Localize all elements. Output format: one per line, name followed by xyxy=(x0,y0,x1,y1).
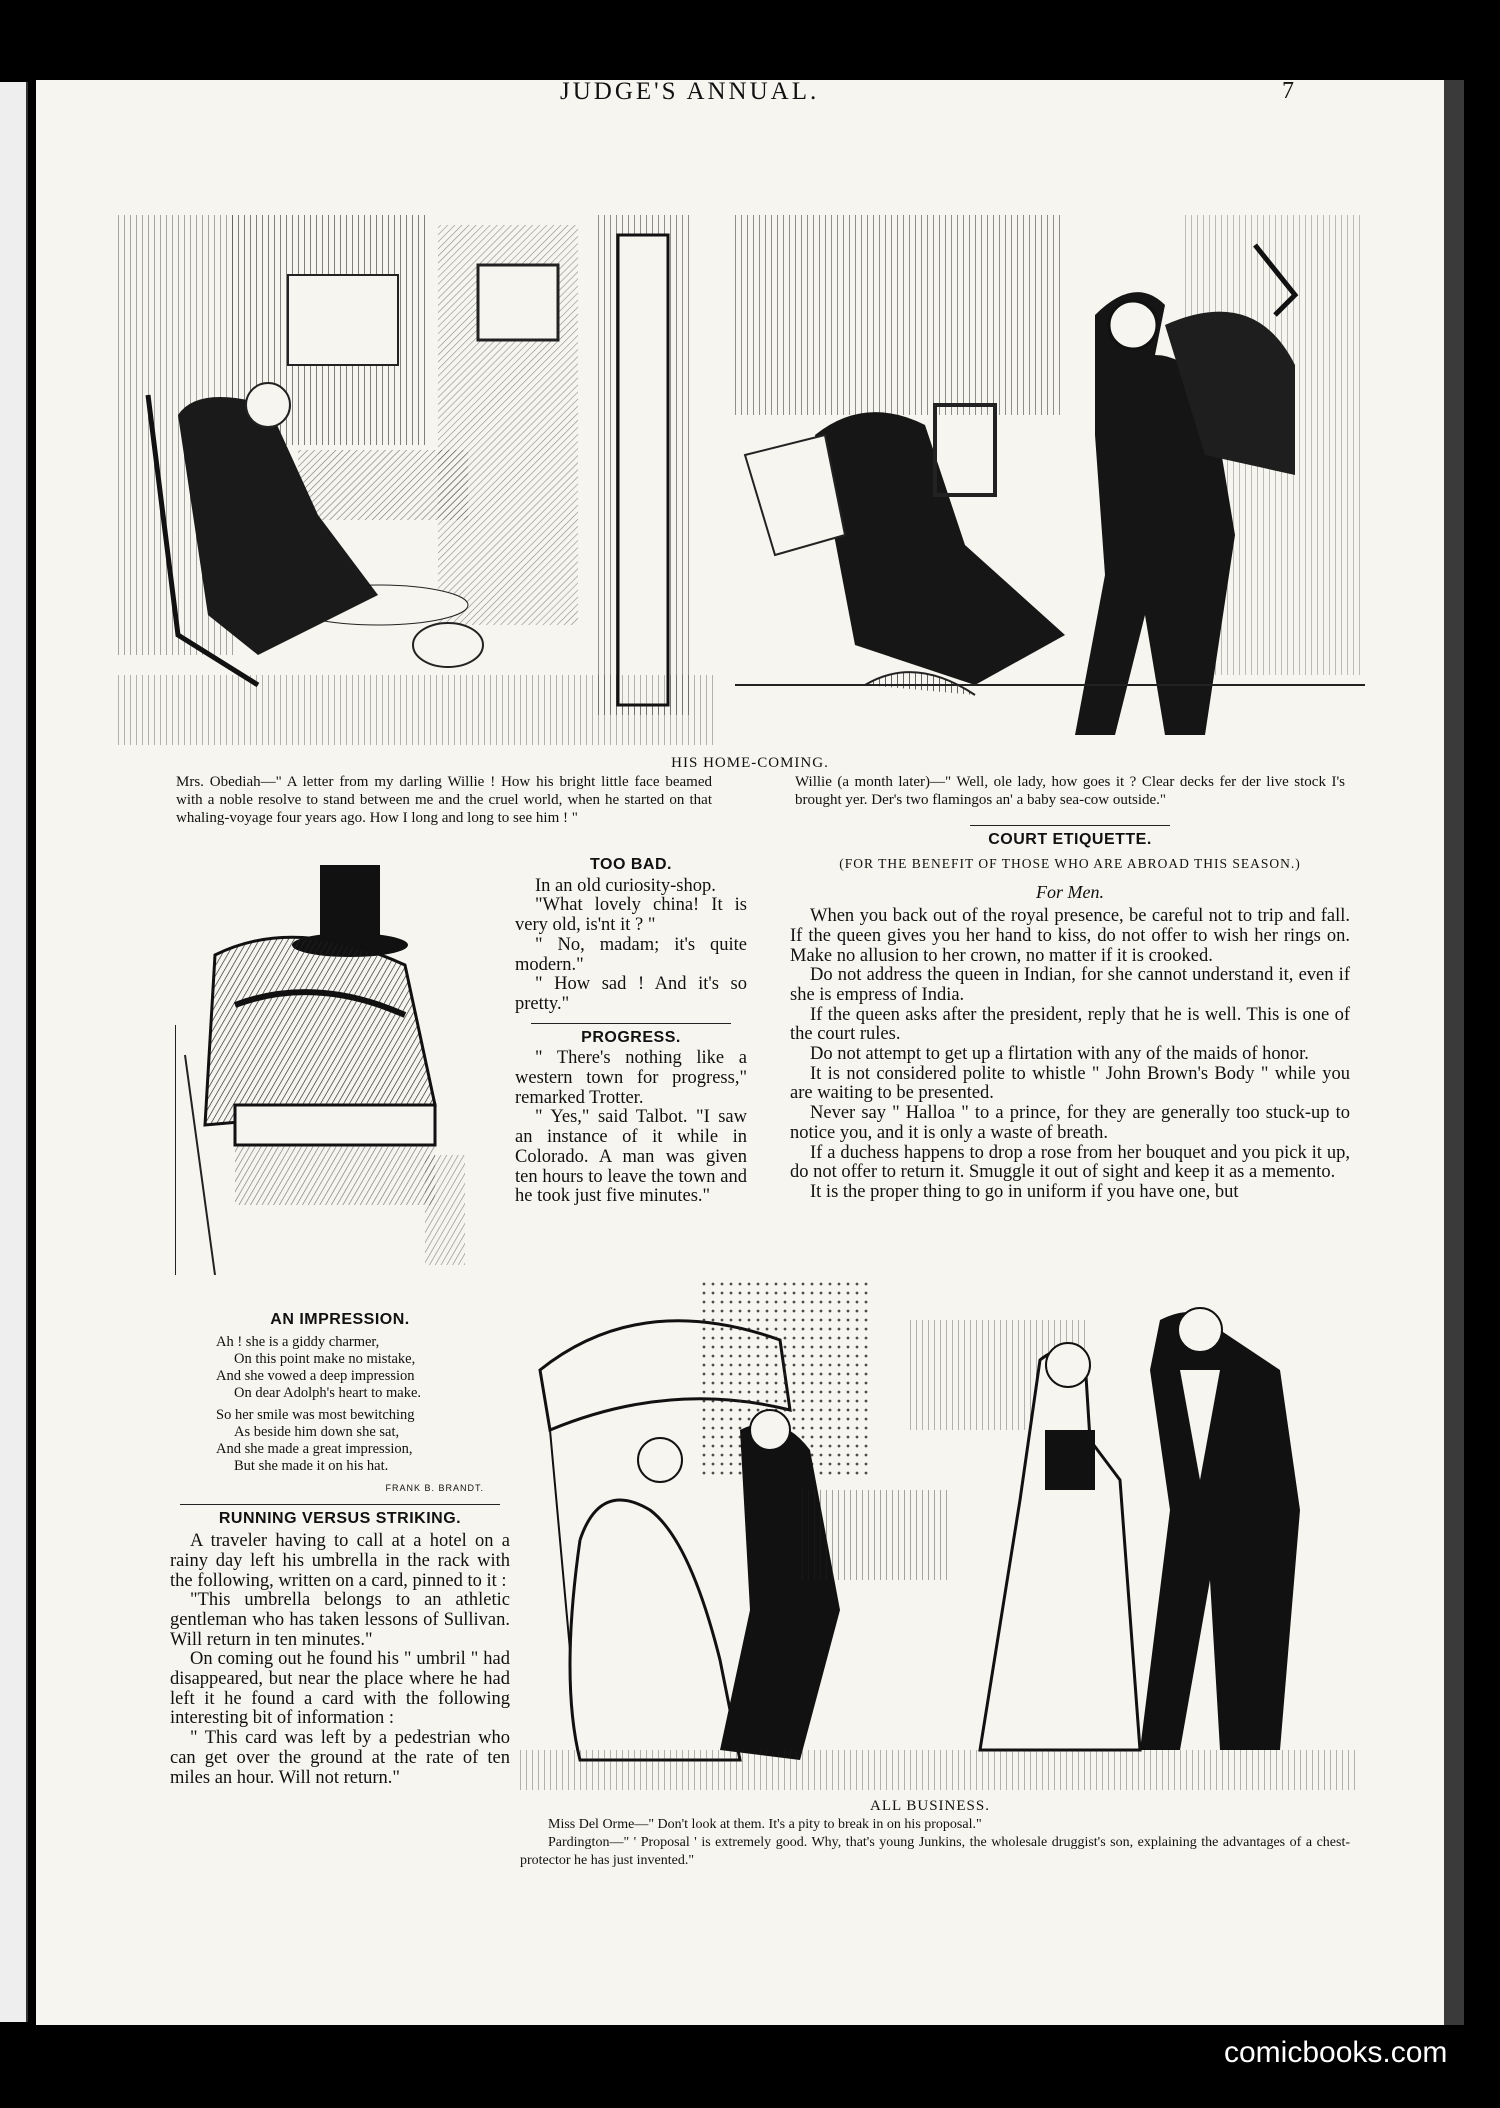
homecoming-caption-left: Mrs. Obediah—" A letter from my darling Willie ! How his bright little face beamed with a noble resolve to stand between me and the cruel world, when he started on that whaling-voyage four years ago. How I long and long to see him ! " xyxy=(176,774,712,826)
court-paragraph: Do not attempt to get up a flirtation with any of the maids of honor. xyxy=(810,1044,1309,1065)
previous-page-edge xyxy=(0,82,28,2022)
too-bad-title: TOO BAD. xyxy=(590,856,672,873)
court-paragraph: It is not considered polite to whistle " John Brown's Body " while you are waiting to be presented. xyxy=(790,1063,1350,1104)
too-bad-paragraph: "What lovely china! It is very old, is'nt it ? " xyxy=(515,895,747,936)
court-paragraph: When you back out of the royal presence, be careful not to trip and fall. If the queen gives you her hand to kiss, do not offer to wish her rings on. Make no allusion to her crown, no matter if it is crooked. xyxy=(790,906,1350,966)
section-divider xyxy=(531,1023,731,1024)
homecoming-title: HIS HOME-COMING. xyxy=(671,755,829,771)
impression-author: FRANK B. BRANDT. xyxy=(385,1482,484,1493)
too-bad-paragraph: " No, madam; it's quite modern." xyxy=(515,934,747,975)
court-subtitle: (FOR THE BENEFIT OF THOSE WHO ARE ABROAD THIS SEASON.) xyxy=(839,855,1301,871)
source-watermark: comicbooks.com xyxy=(1224,2036,1448,2069)
running-paragraph: " This card was left by a pedestrian who can get over the ground at the rate of ten miles an hour. Will not return." xyxy=(170,1728,510,1788)
poem-line: So her smile was most bewitching xyxy=(216,1406,415,1423)
court-title: COURT ETIQUETTE. xyxy=(988,831,1152,848)
poem-line: But she made it on his hat. xyxy=(234,1457,389,1474)
too-bad-paragraph: " How sad ! And it's so pretty." xyxy=(515,974,747,1014)
impression-illustration xyxy=(175,855,485,1275)
poem-line: And she made a great impression, xyxy=(216,1440,413,1457)
all-business-line-2: Pardington—" ' Proposal ' is extremely good. Why, that's young Junkins, the wholesale druggist's son, explaining the advantages of a chest-protector he has just invented." xyxy=(520,1835,1350,1868)
right-column xyxy=(790,825,1350,1203)
page-edge-shadow xyxy=(1444,80,1464,2025)
all-business-line-1: Miss Del Orme—" Don't look at them. It's a pity to break in on his proposal." xyxy=(548,1817,982,1832)
court-paragraph: Never say " Halloa " to a prince, for they are generally too stuck-up to notice you, and it is only a waste of breath. xyxy=(790,1103,1350,1143)
middle-column xyxy=(515,855,747,1207)
poem-line: On this point make no mistake, xyxy=(234,1350,416,1367)
court-paragraph: If a duchess happens to drop a rose from her bouquet and you pick it up, do not offer to return it. Smuggle it out of sight and keep it as a memento. xyxy=(790,1142,1350,1183)
homecoming-caption-right: Willie (a month later)—" Well, ole lady, how goes it ? Clear decks fer der live stock I's brought yer. Der's two flamingos an' a baby sea-cow outside." xyxy=(795,774,1345,808)
all-business-illustration xyxy=(520,1280,1360,1790)
progress-paragraph: " Yes," said Talbot. "I saw an instance of it while in Colorado. A man was given ten hours to leave the town and he took just five minutes." xyxy=(515,1107,747,1207)
homecoming-illustration-left xyxy=(118,215,713,745)
homecoming-illustration-right xyxy=(735,215,1365,750)
court-paragraph: Do not address the queen in Indian, for she cannot understand it, even if she is empress of India. xyxy=(790,965,1350,1005)
page-number: 7 xyxy=(1282,78,1294,104)
court-paragraph: If the queen asks after the president, reply that he is well. This is one of the court rules. xyxy=(790,1004,1350,1045)
poem-line: As beside him down she sat, xyxy=(234,1423,400,1440)
left-column xyxy=(170,1310,510,1788)
progress-title: PROGRESS. xyxy=(581,1028,681,1046)
poem-line: On dear Adolph's heart to make. xyxy=(234,1384,422,1401)
section-divider xyxy=(180,1504,500,1505)
page-header-title: JUDGE'S ANNUAL. xyxy=(560,78,820,105)
court-paragraph: It is the proper thing to go in uniform if you have one, but xyxy=(810,1181,1239,1202)
running-title: RUNNING VERSUS STRIKING. xyxy=(218,1510,462,1528)
impression-title: AN IMPRESSION. xyxy=(270,1311,410,1328)
all-business-title: ALL BUSINESS. xyxy=(870,1798,990,1814)
progress-paragraph: " There's nothing like a western town for progress," remarked Trotter. xyxy=(515,1048,747,1108)
impression-poem xyxy=(170,1334,510,1475)
section-divider xyxy=(970,825,1170,826)
running-paragraph: A traveler having to call at a hotel on a rainy day left his umbrella in the rack with the following, written on a card, pinned to it : xyxy=(170,1531,510,1591)
poem-line: Ah ! she is a giddy charmer, xyxy=(216,1333,380,1350)
court-section: For Men. xyxy=(1036,882,1104,903)
running-paragraph: "This umbrella belongs to an athletic gentleman who has taken lessons of Sullivan. Will return in ten minutes." xyxy=(170,1590,510,1650)
running-paragraph: On coming out he found his " umbril " had disappeared, but near the place where he had left it he found a card with the following interesting bit of information : xyxy=(170,1649,510,1729)
too-bad-paragraph: In an old curiosity-shop. xyxy=(535,875,716,896)
poem-line: And she vowed a deep impression xyxy=(216,1367,415,1384)
